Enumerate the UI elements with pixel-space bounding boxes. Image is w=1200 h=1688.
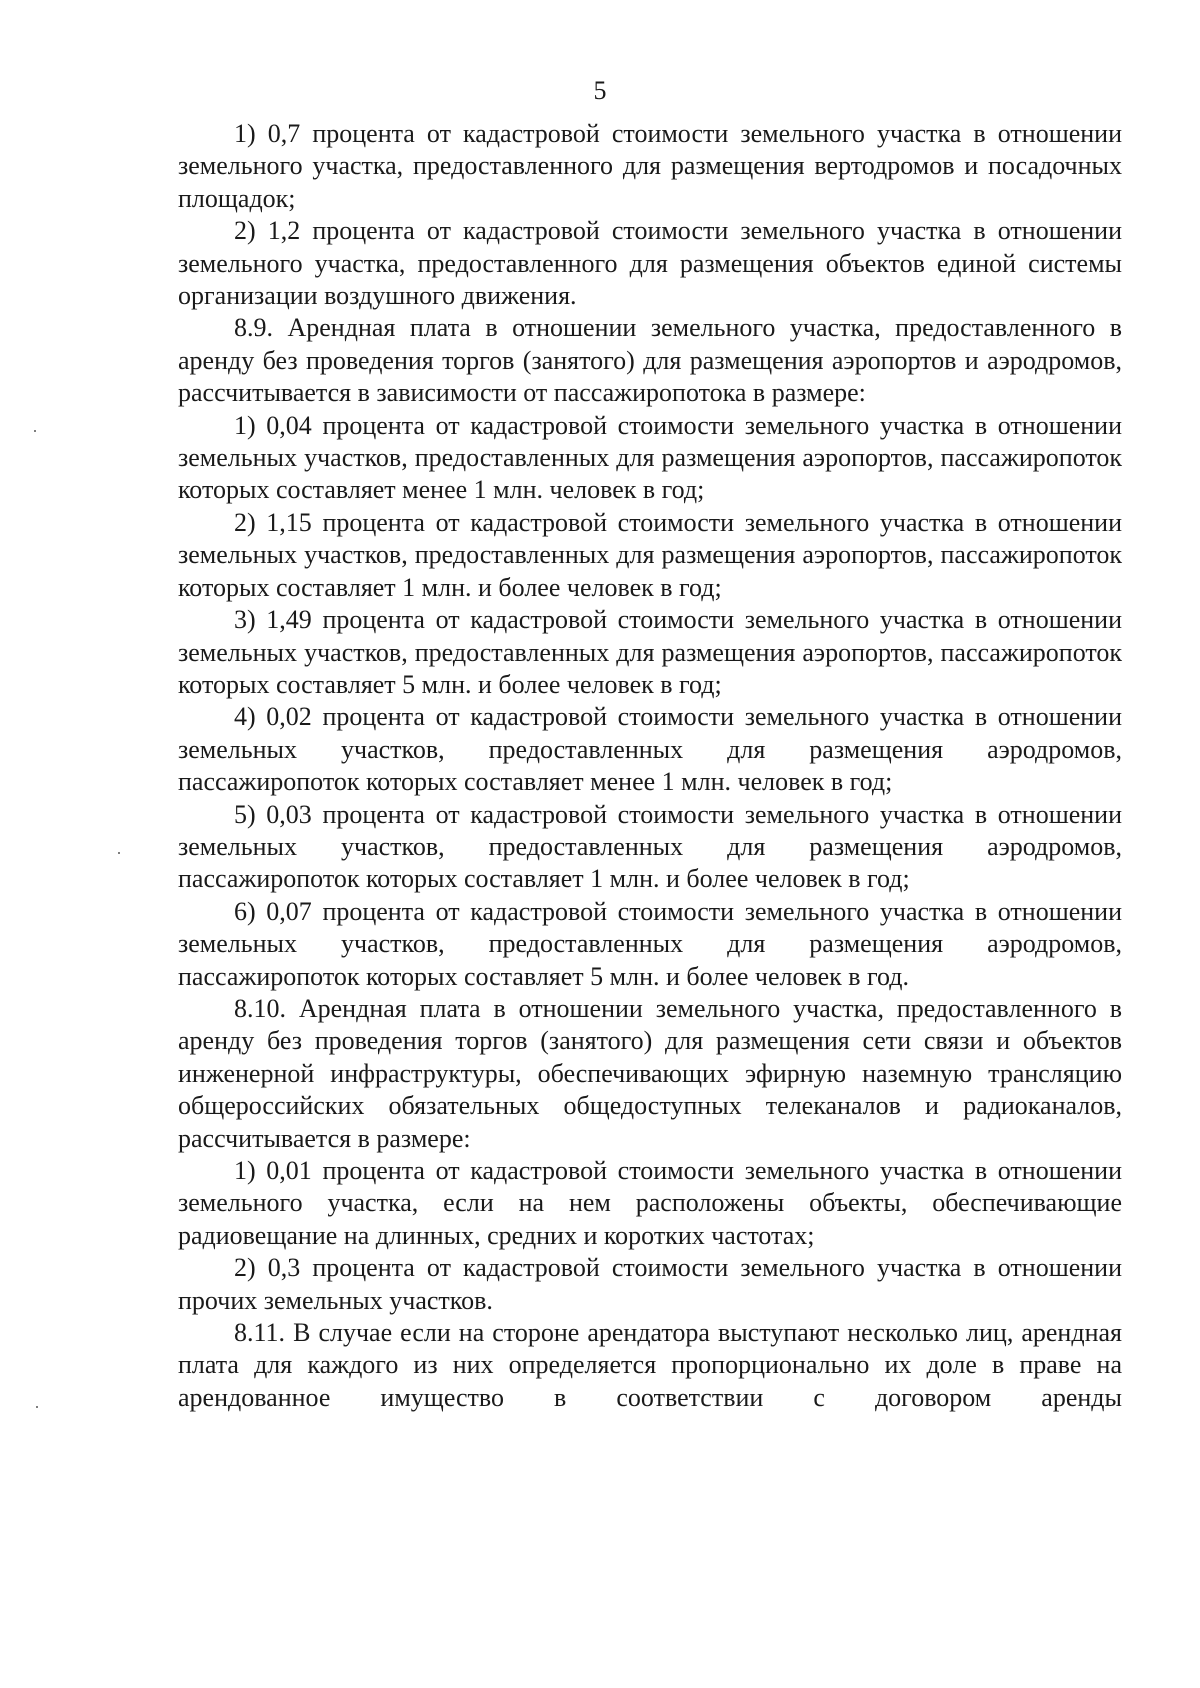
paragraph-8-10: 8.10. Арендная плата в отношении земельного участка, предоставленного в аренду без проведения торгов (занятого) для размещения сети связи и объектов инженерной инфраструктуры, обеспечивающих эфирную наземную трансляцию общероссийских обязательных общедоступных телеканалов и радиоканалов, рассчитывается в размере: bbox=[178, 993, 1122, 1153]
paragraph-item-1-radio: 1) 0,01 процента от кадастровой стоимости земельного участка в отношении земельного участка, если на нем расположены объекты, обеспечивающие радиовещание на длинных, средних и коротких частотах; bbox=[178, 1156, 1122, 1250]
paragraph-item-6-aerodromes: 6) 0,07 процента от кадастровой стоимости земельного участка в отношении земельных участков, предоставленных для размещения аэродромов, пассажиропоток которых составляет 5 млн. и более человек в год. bbox=[178, 896, 1122, 991]
paragraph-item-1-vertodromes: 1) 0,7 процента от кадастровой стоимости земельного участка в отношении земельного участка, предоставленного для размещения вертодромов и посадочных площадок; bbox=[178, 119, 1122, 213]
document-body bbox=[178, 118, 1122, 1414]
paragraph-item-3-airports: 3) 1,49 процента от кадастровой стоимости земельного участка в отношении земельных участков, предоставленных для размещения аэропортов, пассажиропоток которых составляет 5 млн. и более человек в год; bbox=[178, 605, 1122, 699]
scan-speck bbox=[36, 1406, 38, 1408]
paragraph-8-9: 8.9. Арендная плата в отношении земельного участка, предоставленного в аренду без проведения торгов (занятого) для размещения аэропортов и аэродромов, рассчитывается в зависимости от пассажиропотока в размере: bbox=[178, 313, 1122, 408]
paragraph-item-2-other: 2) 0,3 процента от кадастровой стоимости земельного участка в отношении прочих земельных участков. bbox=[178, 1253, 1122, 1315]
paragraph-item-2-air-traffic: 2) 1,2 процента от кадастровой стоимости земельного участка в отношении земельного участка, предоставленного для размещения объектов единой системы организации воздушного движения. bbox=[178, 216, 1122, 311]
scan-speck bbox=[118, 852, 120, 854]
paragraph-item-2-airports: 2) 1,15 процента от кадастровой стоимости земельного участка в отношении земельных участков, предоставленных для размещения аэропортов, пассажиропоток которых составляет 1 млн. и более человек в год; bbox=[178, 507, 1122, 602]
paragraph-8-11: 8.11. В случае если на стороне арендатора выступают несколько лиц, арендная плата для каждого из них определяется пропорционально их доле в праве на арендованное имущество в соответствии с договором аренды bbox=[178, 1318, 1122, 1412]
page-number: 5 bbox=[593, 76, 607, 105]
paragraph-item-5-aerodromes: 5) 0,03 процента от кадастровой стоимости земельного участка в отношении земельных участков, предоставленных для размещения аэродромов, пассажиропоток которых составляет 1 млн. и более человек в год; bbox=[178, 799, 1122, 894]
scan-speck bbox=[34, 430, 36, 432]
paragraph-item-1-airports: 1) 0,04 процента от кадастровой стоимости земельного участка в отношении земельных участков, предоставленных для размещения аэропортов, пассажиропоток которых составляет менее 1 млн. человек в год; bbox=[178, 410, 1122, 505]
paragraph-item-4-aerodromes: 4) 0,02 процента от кадастровой стоимости земельного участка в отношении земельных участков, предоставленных для размещения аэродромов, пассажиропоток которых составляет менее 1 млн. человек в год; bbox=[178, 702, 1122, 797]
